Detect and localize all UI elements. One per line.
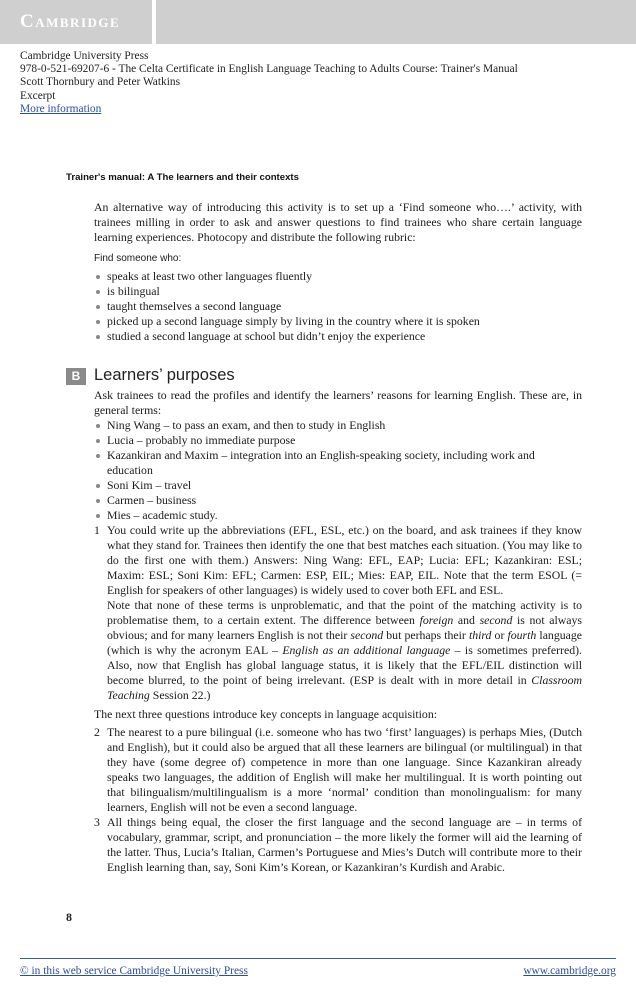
publisher: Cambridge University Press xyxy=(20,50,149,62)
list-item: is bilingual xyxy=(94,284,582,299)
isbn-title: 978-0-521-69207-6 - The Celta Certificate in English Language Teaching to Adults Course: Trainer's Manual xyxy=(20,63,518,76)
numbered-item-2 xyxy=(94,725,582,815)
list-item: studied a second language at school but didn’t enjoy the experience xyxy=(94,329,582,344)
find-someone-label: Find someone who: xyxy=(94,253,182,264)
intro-block xyxy=(94,200,582,344)
list-item: Lucia – probably no immediate purpose xyxy=(94,433,582,448)
item-text: You could write up the abbreviations (EFL, ESL, etc.) on the board, and ask trainees if they know what they stand for. Trainees then identify the one that best matches each situation. (You may like to do the first one with them.) Answers: Ning Wang: EFL, EAP; Lucia: EFL; Kazankiran: ESL; Maxim: ESL; Soni Kim: EFL; Carmen: ESP, EIL; Mies: EAP, EIL. Note that the term ESOL (= English for speakers of other languages) is widely used to cover both EFL and ESL. xyxy=(107,523,582,597)
authors: Scott Thornbury and Peter Watkins xyxy=(20,76,181,89)
intro-paragraph: An alternative way of introducing this activity is to set up a ‘Find someone who….’ activity, with trainees milling in order to ask and answer questions to find trainees who share certain language learning experiences. Photocopy and distribute the following rubric: xyxy=(94,200,582,244)
list-item: Kazankiran and Maxim – integration into an English-speaking society, including work and education xyxy=(94,448,582,478)
numbered-item-3 xyxy=(94,815,582,875)
section-title: Learners’ purposes xyxy=(94,366,235,384)
numbered-item-1 xyxy=(94,523,582,703)
item-text: All things being equal, the closer the first language and the second language are – in terms of vocabulary, grammar, script, and pronunciation – the more likely the former will aid the learning of the latter. Thus, Lucia’s Italian, Carmen’s Portuguese and Mies’s Dutch will contribute more to their English learning than, say, Soni Kim’s Korean, or Kazankiran’s Kurdish and Arabic. xyxy=(107,815,582,874)
page-number: 8 xyxy=(66,910,72,924)
top-banner xyxy=(0,0,636,44)
section-b-body xyxy=(94,388,582,875)
running-head: Trainer's manual: A The learners and their contexts xyxy=(66,172,299,183)
list-item: picked up a second language simply by living in the country where it is spoken xyxy=(94,314,582,329)
banner-divider xyxy=(152,0,156,44)
list-item: Carmen – business xyxy=(94,493,582,508)
cambridge-logo: Cambridge xyxy=(20,11,121,32)
item-text: The nearest to a pure bilingual (i.e. someone who has two ‘first’ languages) is perhaps Mies, (Dutch and English), but it could also be argued that all these learners are bilingual (or multilingual) in that they have (some degree of) competence in more than one language. Since Kazankiran already speaks two languages, the addition of English will make her multilingual. It is worth pointing out that bilingualism/multilingualism is a more ‘normal’ condition than monolingualism: for many learners, English will not be even a second language. xyxy=(107,725,582,814)
excerpt-label: Excerpt xyxy=(20,89,56,102)
section-intro: Ask trainees to read the profiles and identify the learners’ reasons for learning English. These are, in general terms: xyxy=(94,388,582,417)
next-three-intro: The next three questions introduce key concepts in language acquisition: xyxy=(94,707,437,721)
list-item: Mies – academic study. xyxy=(94,508,582,523)
footer-divider xyxy=(20,958,616,959)
list-item: speaks at least two other languages fluently xyxy=(94,269,582,284)
item-number: 1 xyxy=(94,523,100,537)
rubric-list xyxy=(94,269,582,344)
copyright-link[interactable]: © in this web service Cambridge University Press xyxy=(20,965,248,977)
list-item: Soni Kim – travel xyxy=(94,478,582,493)
list-item: Ning Wang – to pass an exam, and then to study in English xyxy=(94,418,582,433)
cambridge-website-link[interactable]: www.cambridge.org xyxy=(523,965,616,977)
purposes-list xyxy=(94,418,582,523)
section-badge: B xyxy=(66,368,86,385)
item-note: Note that none of these terms is unproblematic, and that the point of the matching activity is to problematise them, to a certain extent. The difference between foreign and second is not always obvious; and for many learners English is not their second but perhaps their third or fourth language (which is why the acronym EAL – English as an additional language – is sometimes preferred). Also, now that English has global language status, it is likely that the EFL/EIL distinction will become blurred, to the point of being irrelevant. (ESP is dealt with in more detail in Classroom Teaching Session 22.) xyxy=(107,598,583,702)
more-information-link[interactable]: More information xyxy=(20,102,102,115)
item-number: 3 xyxy=(94,815,100,829)
item-number: 2 xyxy=(94,725,100,739)
list-item: taught themselves a second language xyxy=(94,299,582,314)
book-meta xyxy=(20,50,518,116)
